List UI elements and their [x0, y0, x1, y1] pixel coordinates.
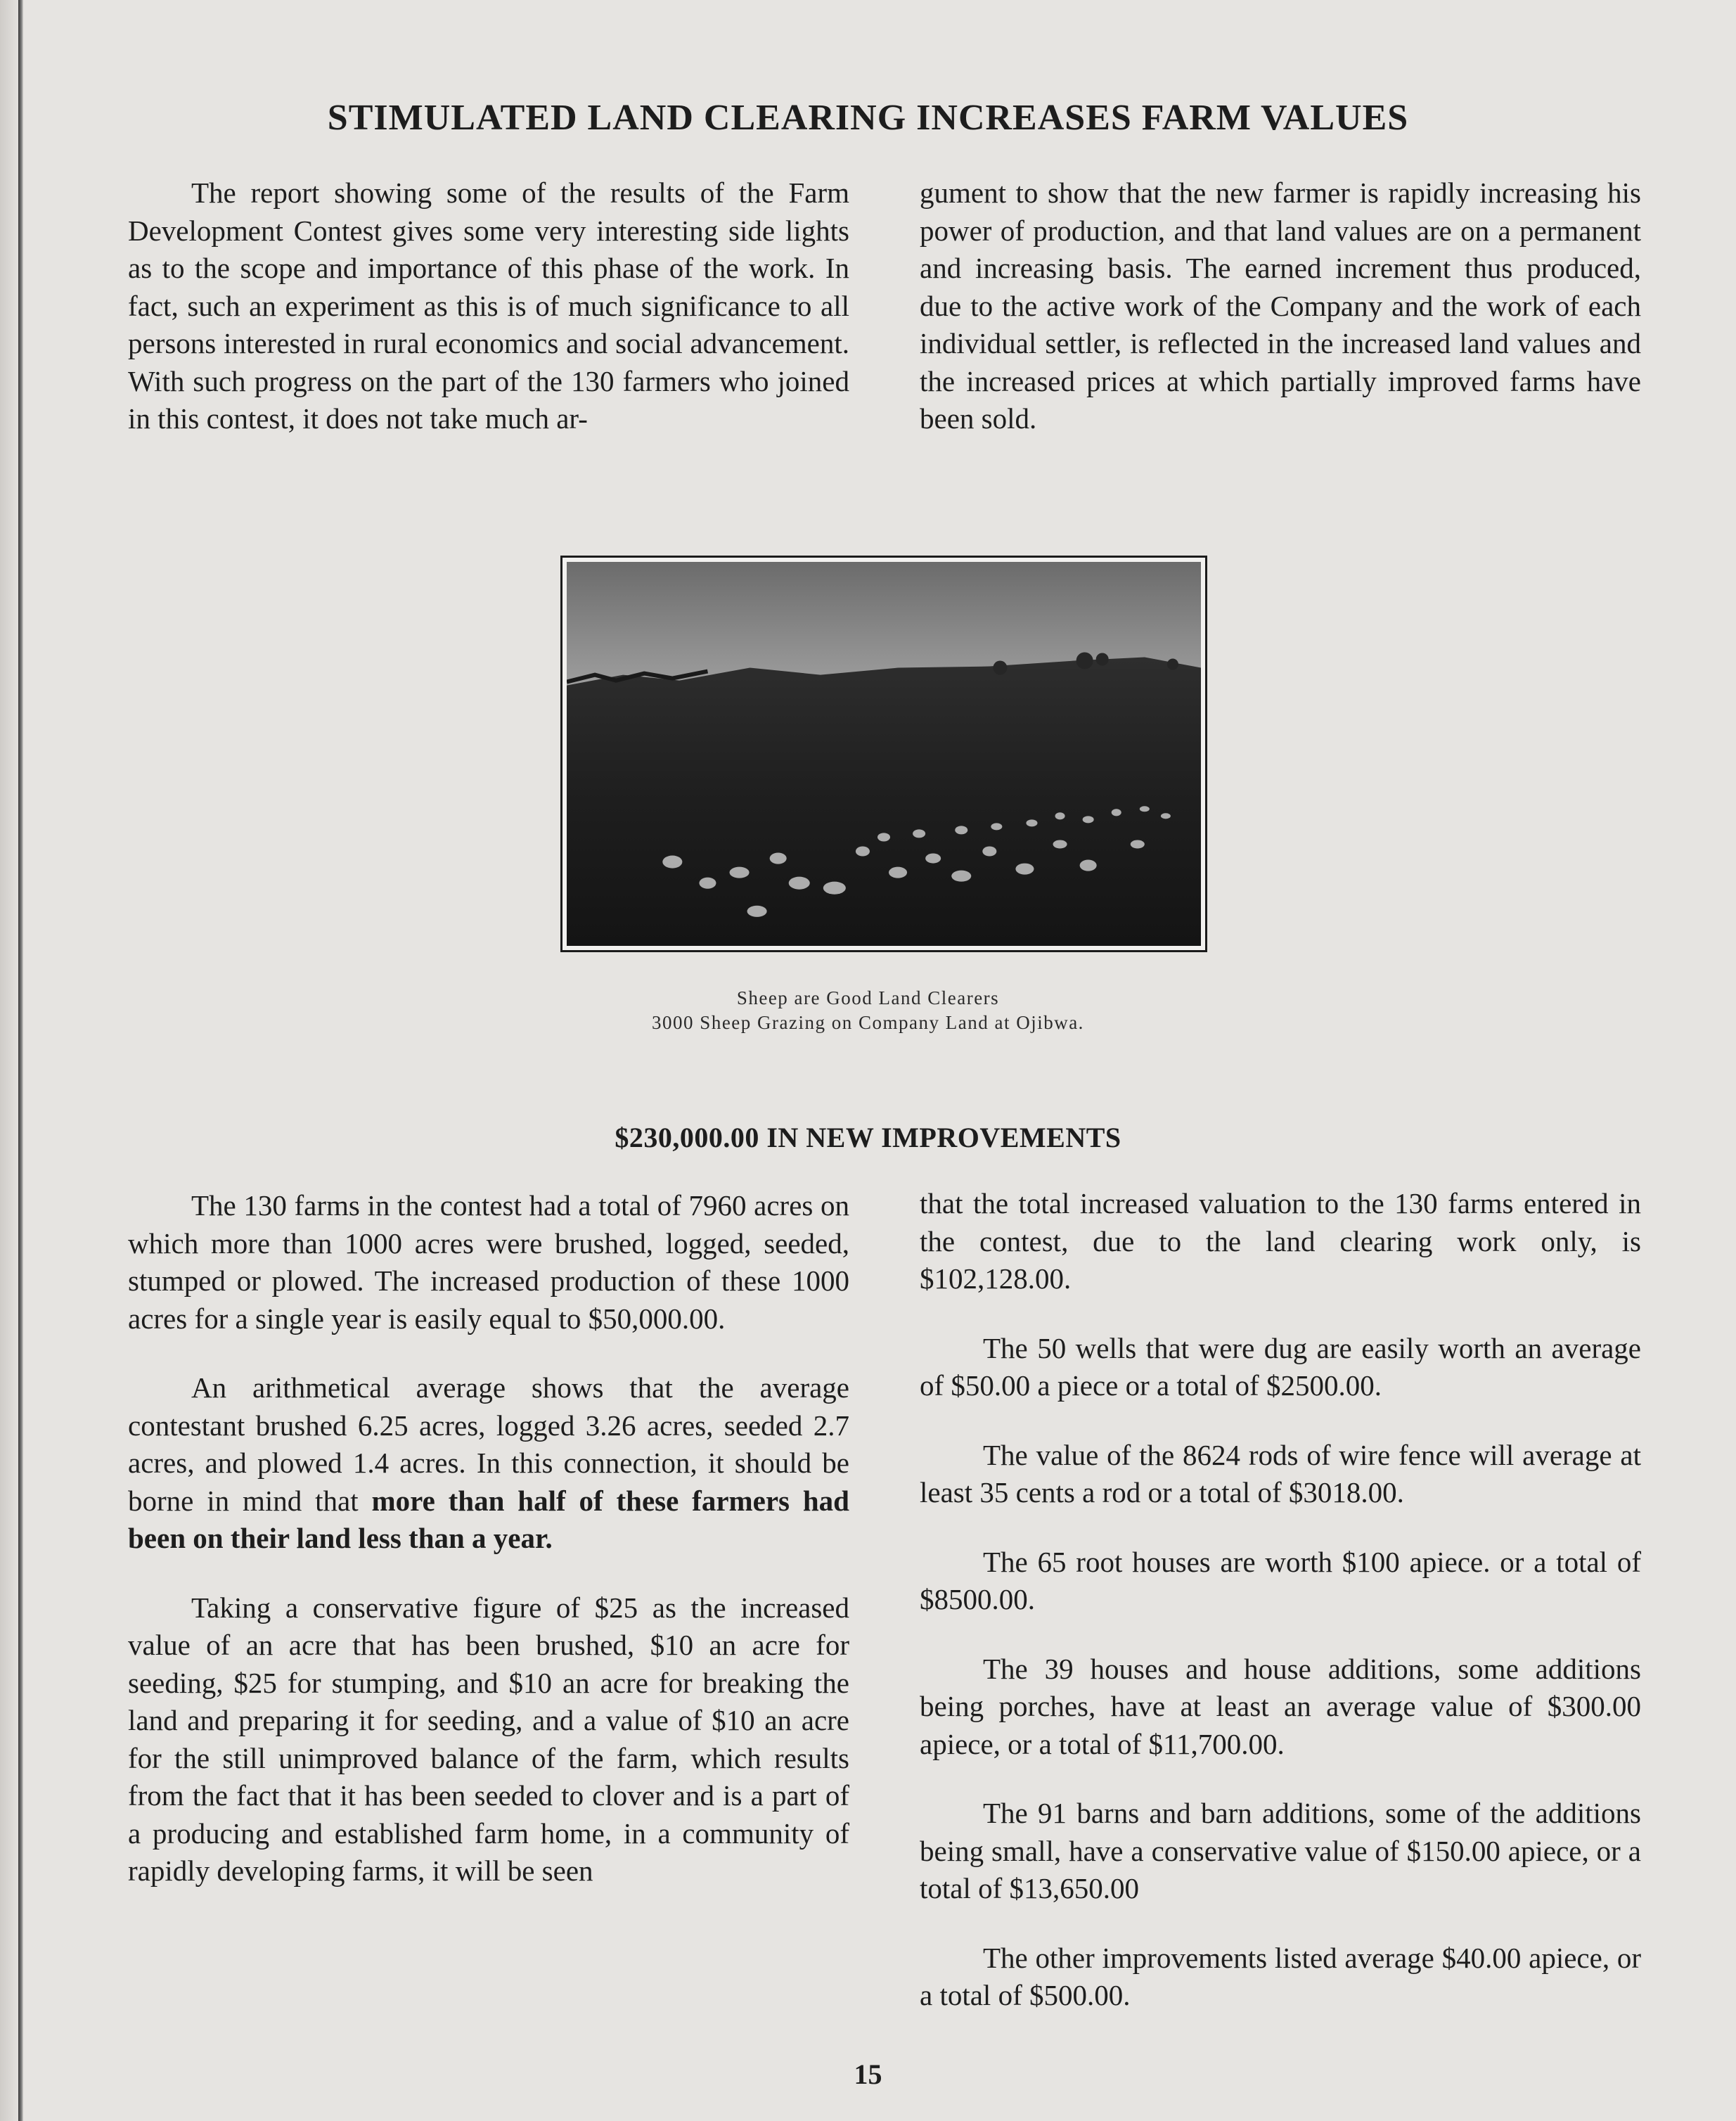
- page-number: 15: [854, 2058, 882, 2090]
- section-subtitle: $230,000.00 IN NEW IMPROVEMENTS: [615, 1122, 1121, 1153]
- section2-paragraph: The other improvements listed average $40.00 apiece, or a total of $500.00.: [920, 1941, 1641, 2011]
- section2-paragraph: [128, 1369, 849, 1558]
- sheep-grazing-photo: [567, 562, 1201, 946]
- page-title: STIMULATED LAND CLEARING INCREASES FARM VALUES: [327, 98, 1409, 138]
- photo-frame: [560, 556, 1207, 952]
- section2-left-column: [128, 1187, 849, 1890]
- section1-right-column: [920, 174, 1641, 438]
- section2-right-column: [920, 1185, 1641, 2015]
- section1-left-column: [128, 174, 849, 438]
- section2-paragraph: that the total increased valuation to the 130 farms entered in the contest, due to the land clearing work only, is $102,128.00.: [920, 1187, 1641, 1295]
- section2-paragraph: The 130 farms in the contest had a total of 7960 acres on which more than 1000 acres were brushed, logged, seeded, stumped or plowed. The increased production of these 1000 acres for a single year is easily equal to $50,000.00.: [128, 1189, 849, 1335]
- paragraph-text: An arithmetical average shows that the average contestant brushed 6.25 acres, logged 3.26 acres, seeded 2.7 acres, and plowed 1.4 acres. In this connection, it should be borne in mind that: [128, 1371, 849, 1517]
- section2-paragraph: The value of the 8624 rods of wire fence will average at least 35 cents a rod or a total of $3018.00.: [920, 1438, 1641, 1508]
- photo-caption-detail: 3000 Sheep Grazing on Company Land at Ojibwa.: [652, 1012, 1084, 1033]
- section2-paragraph: The 39 houses and house additions, some additions being porches, have at least an average value of $300.00 apiece, or a total of $11,700.00.: [920, 1652, 1641, 1760]
- photo-caption-title: Sheep are Good Land Clearers: [736, 987, 1000, 1008]
- section2-paragraph: Taking a conservative figure of $25 as the increased value of an acre that has been brushed, $10 an acre for seeding, $25 for stumping, and $10 an acre for breaking the land and preparing it for seeding, and a value of $10 an acre for the still unimproved balance of the farm, which results from the fact that it has been seeded to clover and is a part of a producing and established farm home, in a community of rapidly developing farms, it will be seen: [128, 1591, 849, 1887]
- section1-paragraph-right: gument to show that the new farmer is rapidly increasing his power of production, and that land values are on a permanent and increasing basis. The earned increment thus produced, due to the active work of the Company and the work of each individual settler, is reflected in the increased land values and the increased prices at which partially improved farms have been sold.: [920, 177, 1641, 435]
- section2-paragraph: The 65 root houses are worth $100 apiece. or a total of $8500.00.: [920, 1545, 1641, 1615]
- section2-paragraph: The 91 barns and barn additions, some of the additions being small, have a conservative value of $150.00 apiece, or a total of $13,650.00: [920, 1797, 1641, 1904]
- paragraph-emphasis: more than half of these farmers had been on their land less than a year.: [128, 1484, 849, 1554]
- section2-paragraph: The 50 wells that were dug are easily worth an average of $50.00 a piece or a total of $2500.00.: [920, 1331, 1641, 1402]
- section1-paragraph-left: The report showing some of the results of the Farm Development Contest gives some very interesting side lights as to the scope and importance of this phase of the work. In fact, such an experiment as this is of much significance to all persons interested in rural economics and social advancement. With such progress on the part of the 130 farmers who joined in this contest, it does not take much ar-: [128, 177, 849, 435]
